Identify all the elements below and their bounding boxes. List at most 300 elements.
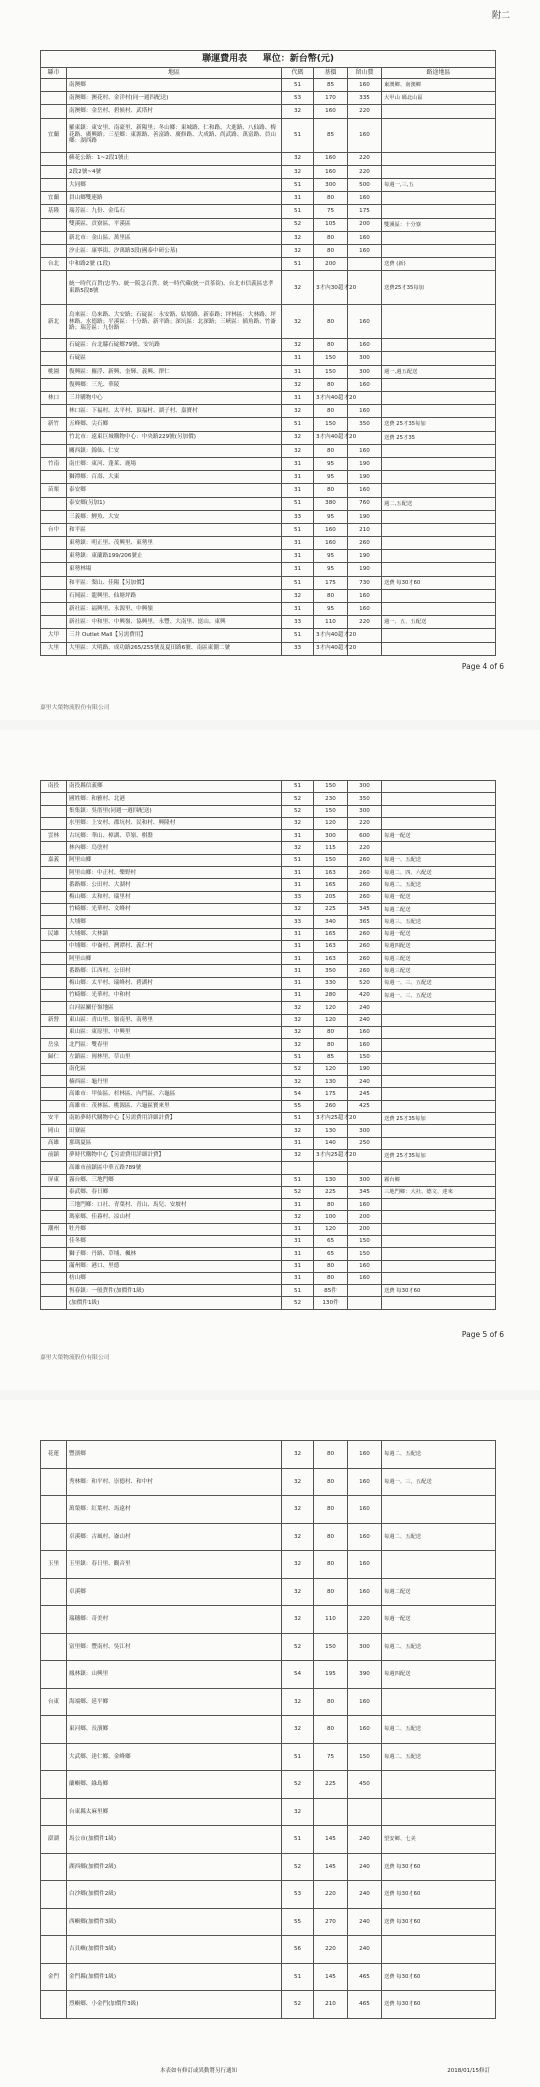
county-cell: 台北 — [41, 258, 67, 271]
area-cell: 三地門鄉：口社、青葉村、青山、馬兒、安坡村 — [67, 1199, 282, 1211]
county-cell: 民雄 — [41, 928, 67, 940]
area-cell: 阿里山鄉 — [67, 854, 282, 866]
code-cell: 32 — [282, 105, 314, 118]
code-cell: 31 — [282, 457, 314, 470]
area-cell: 吉貝嶼(加價件3級) — [67, 1936, 282, 1964]
county-cell: 澎湖 — [41, 1826, 67, 1854]
fee-table-page6 — [40, 1440, 496, 2019]
company-name: 嘉里大榮物流股份有限公司 — [40, 705, 110, 711]
county-cell — [41, 563, 67, 576]
note-cell — [382, 1088, 496, 1100]
mountain-fee-cell: 345 — [348, 1186, 382, 1198]
base-price-cell: 150 — [314, 1633, 348, 1661]
note-cell — [382, 510, 496, 523]
note-cell — [382, 305, 496, 339]
mountain-fee-cell: 240 — [348, 1826, 382, 1854]
county-cell — [41, 405, 67, 418]
county-cell — [41, 916, 67, 928]
county-cell — [41, 352, 67, 365]
mountain-fee-cell: 760 — [348, 497, 382, 510]
county-cell — [41, 1496, 67, 1524]
note-cell — [382, 1063, 496, 1075]
base-price-cell: 80 — [314, 1026, 348, 1038]
note-cell: 送費 每30才60 — [382, 1991, 496, 2019]
revision-footnote: 本表如有修訂或異動將另行通知 — [160, 2068, 238, 2074]
mountain-fee-cell — [348, 1162, 382, 1174]
table-row — [41, 854, 496, 866]
area-cell: 泰武鄉、春日鄉 — [67, 1186, 282, 1198]
table-row — [41, 244, 496, 257]
area-cell: 左鎮區：岡林里、草山里 — [67, 1051, 282, 1063]
note-cell: 送費 (新) — [382, 258, 496, 271]
mountain-fee-cell: 160 — [348, 1578, 382, 1606]
base-price-cell: 330 — [314, 977, 348, 989]
note-cell: 每週四配送 — [382, 940, 496, 952]
note-cell: 每週一、三、五配送 — [382, 977, 496, 989]
base-price-cell: 95 — [314, 471, 348, 484]
code-cell: 32 — [282, 1211, 314, 1223]
area-cell: 竹北市：遠東巨城購物中心：中央路229號(另加價) — [67, 431, 282, 444]
county-cell — [41, 990, 67, 1002]
area-cell: 萬榮鄉：紅葉村、馬遠村 — [67, 1496, 282, 1524]
mountain-fee-cell: 465 — [348, 1963, 382, 1991]
mountain-fee-cell: 160 — [348, 305, 382, 339]
code-cell: 31 — [282, 953, 314, 965]
mountain-fee-cell: 245 — [348, 1088, 382, 1100]
base-price-cell: 210 — [314, 1991, 348, 2019]
code-cell: 31 — [282, 484, 314, 497]
base-price-cell: 220 — [314, 1936, 348, 1964]
county-cell — [41, 1606, 67, 1634]
code-cell: 51 — [282, 497, 314, 510]
county-cell: 花蓮 — [41, 1441, 67, 1469]
table-row — [41, 616, 496, 629]
base-price-cell: 120 — [314, 817, 348, 829]
mountain-fee-cell: 425 — [348, 1100, 382, 1112]
table-row — [41, 1272, 496, 1284]
page-number: Page 5 of 6 — [461, 1330, 504, 1339]
document-page-5 — [0, 730, 540, 1390]
table-row — [41, 891, 496, 903]
mountain-fee-cell: 150 — [348, 1235, 382, 1247]
note-cell: 送費 每30才60 — [382, 1853, 496, 1881]
table-row — [41, 1076, 496, 1088]
mountain-fee-cell: 350 — [348, 418, 382, 431]
mountain-fee-cell: 260 — [348, 537, 382, 550]
area-cell: 阿里山鄉 — [67, 953, 282, 965]
county-cell: 竹南 — [41, 457, 67, 470]
area-cell: 富里鄉：豐南村、吳江村 — [67, 1633, 282, 1661]
base-price-cell: 80 — [314, 244, 348, 257]
table-row — [41, 1014, 496, 1026]
note-cell — [382, 1039, 496, 1051]
code-cell: 32 — [282, 244, 314, 257]
table-row — [41, 781, 496, 793]
base-price-cell: 80 — [314, 589, 348, 602]
county-cell: 岡山 — [41, 1125, 67, 1137]
area-cell: 東勢鎮：明正里、茂興里、東勢里 — [67, 537, 282, 550]
base-price-cell: 165 — [314, 879, 348, 891]
note-cell: 每週二、五配送 — [382, 879, 496, 891]
county-cell: 前鎮 — [41, 1149, 67, 1161]
code-cell: 33 — [282, 510, 314, 523]
code-cell: 31 — [282, 192, 314, 205]
note-cell — [382, 471, 496, 484]
code-cell: 51 — [282, 576, 314, 589]
area-cell: 五峰鄉、尖石鄉 — [67, 418, 282, 431]
code-cell — [282, 1162, 314, 1174]
mountain-fee-cell: 160 — [348, 339, 382, 352]
county-cell — [41, 867, 67, 879]
area-cell: 台東縣太麻里鄉 — [67, 1798, 282, 1826]
code-cell: 32 — [282, 305, 314, 339]
table-row — [41, 1051, 496, 1063]
table-row — [41, 842, 496, 854]
base-price-cell: 110 — [314, 1606, 348, 1634]
table-row — [41, 793, 496, 805]
area-cell: 中和路2號 (1段) — [67, 258, 282, 271]
base-price-cell: 220 — [314, 1881, 348, 1909]
area-cell: 南澳鄉 — [67, 79, 282, 92]
code-cell: 31 — [282, 1199, 314, 1211]
table-row — [41, 365, 496, 378]
table-row — [41, 1606, 496, 1634]
base-price-cell: 130 — [314, 1125, 348, 1137]
base-price-cell: 80 — [314, 1468, 348, 1496]
mountain-fee-cell: 260 — [348, 953, 382, 965]
county-cell: 林口 — [41, 392, 67, 405]
area-cell: 白沙鄉(加價件2級) — [67, 1881, 282, 1909]
county-cell — [41, 550, 67, 563]
area-cell: 梅山鄉：太和村、瑞里村 — [67, 891, 282, 903]
base-price-cell: 195 — [314, 1661, 348, 1689]
code-cell: 51 — [282, 178, 314, 191]
county-cell — [41, 537, 67, 550]
area-cell: 2段2號~4號 — [67, 165, 282, 178]
note-cell: 週一、五、五配送 — [382, 616, 496, 629]
mountain-fee-cell: 160 — [348, 1468, 382, 1496]
table-row — [41, 92, 496, 105]
county-cell: 新竹 — [41, 418, 67, 431]
area-cell: 三井 Outlet Mall【另需費用】 — [67, 629, 282, 642]
note-cell: 每週二、五配送 — [382, 1743, 496, 1771]
area-cell: 三井購物中心 — [67, 392, 282, 405]
county-cell — [41, 1186, 67, 1198]
fee-table-page4 — [40, 50, 496, 656]
code-cell: 32 — [282, 1149, 314, 1161]
mountain-fee-cell: 160 — [348, 79, 382, 92]
base-price-cell: 80 — [314, 305, 348, 339]
table-row — [41, 378, 496, 391]
base-price-cell: 80 — [314, 339, 348, 352]
note-cell — [382, 1026, 496, 1038]
code-cell: 51 — [282, 1051, 314, 1063]
code-cell: 32 — [282, 817, 314, 829]
area-cell: 南澳鄉：金岳村、碧候村、武塔村 — [67, 105, 282, 118]
note-cell: 送費 每30才60 — [382, 1908, 496, 1936]
code-cell: 31 — [282, 1272, 314, 1284]
table-row — [41, 392, 496, 405]
table-row — [41, 1039, 496, 1051]
mountain-fee-cell: 160 — [348, 1716, 382, 1744]
area-cell: 豐濱鄉 — [67, 1441, 282, 1469]
base-price-cell: 163 — [314, 867, 348, 879]
mountain-fee-cell: 160 — [348, 405, 382, 418]
table-row — [41, 817, 496, 829]
note-cell: 送費 每30才60 — [382, 1881, 496, 1909]
county-cell: 宜蘭 — [41, 192, 67, 205]
area-cell: 新社區：福興里、永源里、中興嶺 — [67, 603, 282, 616]
mountain-fee-cell: 160 — [348, 378, 382, 391]
base-price-cell: 145 — [314, 1826, 348, 1854]
area-cell: 復興鄉：三光、華陵 — [67, 378, 282, 391]
area-cell: 瑞芳區：九份、金瓜石 — [67, 205, 282, 218]
mountain-fee-cell: 190 — [348, 1063, 382, 1075]
area-cell: 卓溪鄉 — [67, 1578, 282, 1606]
base-price-cell: 85 — [314, 79, 348, 92]
mountain-fee-cell: 220 — [348, 616, 382, 629]
table-row — [41, 1551, 496, 1579]
code-cell: 32 — [282, 1125, 314, 1137]
code-cell: 52 — [282, 793, 314, 805]
mountain-fee-cell — [348, 1297, 382, 1309]
code-cell: 31 — [282, 1223, 314, 1235]
county-cell — [41, 339, 67, 352]
note-cell — [382, 1002, 496, 1014]
county-cell: 雲林 — [41, 830, 67, 842]
revision-date: 2018/01/15修訂 — [447, 2068, 490, 2074]
base-price-cell: 140 — [314, 1137, 348, 1149]
note-cell: 每週二配送 — [382, 1578, 496, 1606]
mountain-fee-cell: 160 — [348, 1272, 382, 1284]
base-price-cell: 110 — [314, 616, 348, 629]
county-cell — [41, 178, 67, 191]
table-title: 聯運費用表 — [202, 53, 248, 64]
table-row — [41, 418, 496, 431]
base-price-cell: 150 — [314, 781, 348, 793]
mountain-fee-cell: 160 — [348, 589, 382, 602]
code-cell: 32 — [282, 165, 314, 178]
note-cell — [382, 1235, 496, 1247]
table-row — [41, 1137, 496, 1149]
base-price-cell: 3才內40超才20 — [314, 642, 348, 655]
code-cell: 31 — [282, 1137, 314, 1149]
base-price-cell: 80 — [314, 1441, 348, 1469]
code-cell: 31 — [282, 940, 314, 952]
base-price-cell: 150 — [314, 352, 348, 365]
base-price-cell: 3才內40超才20 — [314, 629, 348, 642]
note-cell: 每週二配送 — [382, 903, 496, 915]
code-cell: 52 — [282, 805, 314, 817]
area-cell: 大埔鄉、大林鎮 — [67, 928, 282, 940]
note-cell: 每週一配送 — [382, 928, 496, 940]
note-cell: 送費 25才35每加 — [382, 1113, 496, 1125]
table-row — [41, 457, 496, 470]
table-row — [41, 903, 496, 915]
county-cell — [41, 1468, 67, 1496]
note-cell: 每週四配送 — [382, 1661, 496, 1689]
code-cell: 32 — [282, 378, 314, 391]
code-cell: 55 — [282, 1100, 314, 1112]
table-row — [41, 1936, 496, 1964]
mountain-fee-cell: 150 — [348, 1743, 382, 1771]
note-cell — [382, 244, 496, 257]
note-cell — [382, 192, 496, 205]
area-cell: 和平區：梨山、佳陽【另加價】 — [67, 576, 282, 589]
area-cell: 東勢林場 — [67, 563, 282, 576]
base-price-cell: 145 — [314, 1963, 348, 1991]
note-cell: 大甲山 碼北山區 — [382, 92, 496, 105]
base-price-cell: 80 — [314, 192, 348, 205]
base-price-cell: 80 — [314, 405, 348, 418]
area-cell: 和平區 — [67, 523, 282, 536]
note-cell — [382, 1248, 496, 1260]
table-row — [41, 339, 496, 352]
area-cell: 鳳林鎮：山興里 — [67, 1661, 282, 1689]
base-price-cell: 350 — [314, 965, 348, 977]
base-price-cell: 3才內40超才20 — [314, 431, 348, 444]
table-row — [41, 431, 496, 444]
note-cell: 霧台鄉 — [382, 1174, 496, 1186]
county-cell — [41, 1248, 67, 1260]
area-cell: 中埔鄉：中崙村、灣潭村、義仁村 — [67, 940, 282, 952]
base-price-cell — [314, 1162, 348, 1174]
mountain-fee-cell: 240 — [348, 1908, 382, 1936]
area-cell: 東勢鎮：東蘭路199/206號止 — [67, 550, 282, 563]
note-cell: 每週一、三、五配送 — [382, 1468, 496, 1496]
table-row — [41, 990, 496, 1002]
mountain-fee-cell: 465 — [348, 1991, 382, 2019]
base-price-cell: 95 — [314, 563, 348, 576]
base-price-cell: 205 — [314, 891, 348, 903]
base-price-cell: 80 — [314, 1039, 348, 1051]
note-cell — [382, 537, 496, 550]
county-cell — [41, 1026, 67, 1038]
county-cell — [41, 977, 67, 989]
county-cell — [41, 1771, 67, 1799]
table-row — [41, 1441, 496, 1469]
code-cell: 31 — [282, 563, 314, 576]
note-cell — [382, 105, 496, 118]
county-cell — [41, 1235, 67, 1247]
mountain-fee-cell: 160 — [348, 1039, 382, 1051]
base-price-cell: 95 — [314, 510, 348, 523]
code-cell: 32 — [282, 431, 314, 444]
note-cell — [382, 781, 496, 793]
county-cell — [41, 378, 67, 391]
code-cell: 56 — [282, 1936, 314, 1964]
table-row — [41, 271, 496, 305]
county-cell — [41, 1661, 67, 1689]
area-cell: 蘇花公路：1~2段1號止 — [67, 152, 282, 165]
code-cell: 32 — [282, 1014, 314, 1026]
code-cell: 32 — [282, 152, 314, 165]
code-cell: 31 — [282, 537, 314, 550]
mountain-fee-cell: 210 — [348, 523, 382, 536]
base-price-cell: 65 — [314, 1235, 348, 1247]
area-cell: 白河區關仔嶺地區 — [67, 1002, 282, 1014]
area-cell: 阿里山鄉：中正村、樂野村 — [67, 867, 282, 879]
note-cell: 每週三配送 — [382, 965, 496, 977]
county-cell — [41, 444, 67, 457]
code-cell: 32 — [282, 444, 314, 457]
base-price-cell: 170 — [314, 92, 348, 105]
base-price-cell: 3才內40超才20 — [314, 392, 348, 405]
base-price-cell: 300 — [314, 830, 348, 842]
county-cell: 金門 — [41, 1963, 67, 1991]
note-cell: 每週二、五配送 — [382, 1523, 496, 1551]
area-cell: 高雄市：茂林區、桃源區、六龜區寶來里 — [67, 1100, 282, 1112]
area-cell: 卓溪鄉：古風村、崙山村 — [67, 1523, 282, 1551]
county-cell — [41, 1881, 67, 1909]
code-cell: 51 — [282, 418, 314, 431]
code-cell: 51 — [282, 1963, 314, 1991]
county-cell — [41, 1743, 67, 1771]
county-cell — [41, 953, 67, 965]
note-cell: 每週一、三、五配送 — [382, 990, 496, 1002]
table-row — [41, 484, 496, 497]
note-cell: 送費 每30才60 — [382, 1963, 496, 1991]
code-cell: 52 — [282, 1771, 314, 1799]
mountain-fee-cell: 730 — [348, 576, 382, 589]
note-cell — [382, 444, 496, 457]
code-cell: 31 — [282, 830, 314, 842]
table-row — [41, 152, 496, 165]
county-cell — [41, 1853, 67, 1881]
area-cell: 新北市：金山區、萬里區 — [67, 231, 282, 244]
base-price-cell: 80 — [314, 231, 348, 244]
area-cell: 東山區：東原里、中興里 — [67, 1026, 282, 1038]
note-cell: 送費 25才35每加 — [382, 418, 496, 431]
county-cell — [41, 1272, 67, 1284]
code-cell: 32 — [282, 1798, 314, 1826]
county-cell — [41, 589, 67, 602]
base-price-cell: 80 — [314, 1260, 348, 1272]
unit-label: 單位：新台幣(元) — [262, 53, 334, 64]
area-cell: 關西鎮：錦仙、仁安 — [67, 444, 282, 457]
base-price-cell: 3才內30超才20 — [314, 271, 348, 305]
county-cell — [41, 1297, 67, 1309]
base-price-cell: 163 — [314, 953, 348, 965]
county-cell — [41, 793, 67, 805]
note-cell — [382, 1051, 496, 1063]
mountain-fee-cell: 300 — [348, 805, 382, 817]
base-price-cell: 80 — [314, 484, 348, 497]
county-cell — [41, 510, 67, 523]
county-cell — [41, 92, 67, 105]
mountain-fee-cell: 300 — [348, 1174, 382, 1186]
mountain-fee-cell: 160 — [348, 231, 382, 244]
mountain-fee-cell — [348, 1285, 382, 1297]
table-row — [41, 1223, 496, 1235]
code-cell: 51 — [282, 781, 314, 793]
area-cell: 集集鎮：吳厝里(同週一週四配送) — [67, 805, 282, 817]
code-cell: 32 — [282, 405, 314, 418]
note-cell — [382, 805, 496, 817]
note-cell: 每週二、五配送 — [382, 1441, 496, 1469]
county-cell: 台中 — [41, 523, 67, 536]
base-price-cell: 85件 — [314, 1285, 348, 1297]
table-row — [41, 118, 496, 152]
area-cell: 大埔鄉 — [67, 916, 282, 928]
base-price-cell: 130 — [314, 1076, 348, 1088]
note-cell — [382, 550, 496, 563]
table-row — [41, 205, 496, 218]
county-cell — [41, 1076, 67, 1088]
base-price-cell: 80 — [314, 1199, 348, 1211]
note-cell — [382, 563, 496, 576]
area-cell: 瑞穗鄉：奇美村 — [67, 1606, 282, 1634]
